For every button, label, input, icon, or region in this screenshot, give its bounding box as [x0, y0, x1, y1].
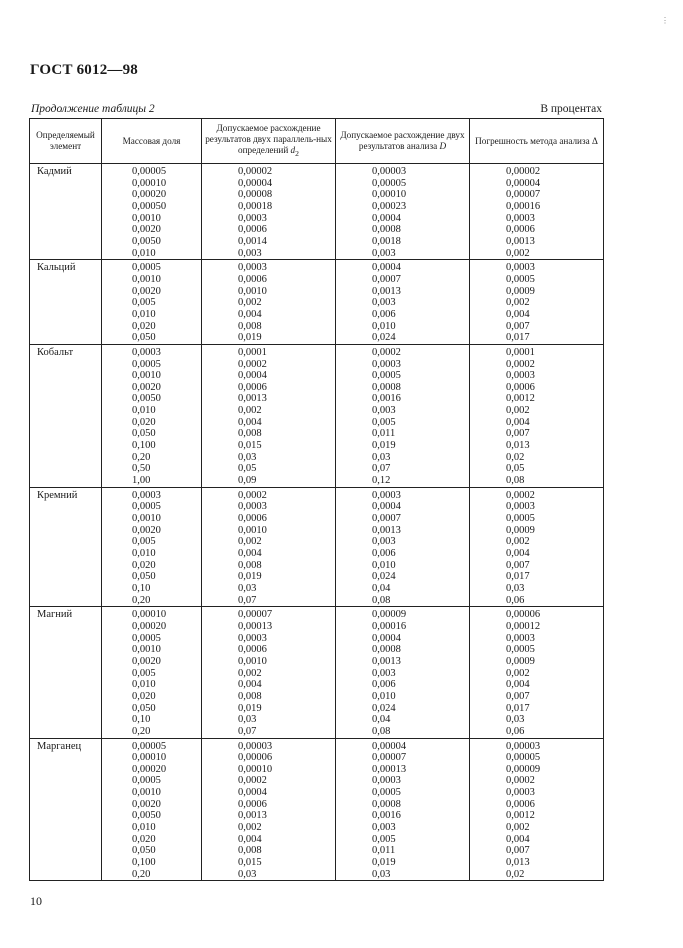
value-cell: 0,0004	[238, 370, 267, 382]
value-cell: 0,0013	[238, 810, 267, 822]
value-cell: 0,002	[238, 536, 262, 548]
value-cell: 0,06	[506, 594, 525, 606]
value-cell: 0,0006	[238, 224, 267, 236]
value-cell: 0,002	[506, 822, 530, 834]
value-cell: 0,004	[506, 679, 530, 691]
value-cell: 0,00006	[506, 609, 541, 621]
value-cell: 0,011	[372, 428, 396, 440]
error-values	[470, 260, 604, 345]
value-cell: 0,010	[132, 405, 156, 417]
value-cell: 0,20	[132, 451, 151, 463]
header-element: Определяемый элемент	[30, 119, 102, 164]
value-cell: 0,0003	[238, 501, 267, 513]
value-cell: 0,019	[238, 332, 262, 344]
value-cell: 0,100	[132, 440, 156, 452]
value-cell: 0,03	[238, 868, 257, 880]
value-cell: 0,00020	[132, 763, 167, 775]
value-cell: 0,00018	[238, 200, 273, 212]
value-cell: 0,0010	[132, 370, 161, 382]
value-cell: 0,00002	[238, 166, 273, 177]
d2-values	[202, 344, 336, 487]
value-cell: 0,013	[506, 857, 530, 869]
D-values	[336, 607, 470, 738]
value-cell: 0,0005	[132, 501, 161, 513]
value-cell: 0,50	[132, 463, 151, 475]
value-cell: 0,0005	[132, 358, 161, 370]
value-cell: 0,0006	[238, 644, 267, 656]
value-cell: 0,0002	[506, 358, 535, 370]
value-cell: 0,0013	[238, 393, 267, 405]
value-cell: 0,00023	[372, 200, 407, 212]
value-cell: 0,007	[506, 320, 530, 332]
d2-values	[202, 164, 336, 260]
value-cell: 0,017	[506, 571, 530, 583]
data-table	[29, 118, 604, 881]
value-cell: 0,024	[372, 571, 396, 583]
value-cell: 0,0020	[132, 381, 161, 393]
value-cell: 0,03	[372, 451, 391, 463]
value-cell: 0,0003	[132, 489, 161, 501]
value-cell: 0,011	[372, 845, 396, 857]
error-values	[470, 738, 604, 881]
element-group-row	[30, 260, 604, 345]
value-cell: 0,004	[506, 308, 530, 320]
element-name: Магний	[30, 607, 102, 738]
value-cell: 0,0020	[132, 655, 161, 667]
value-cell: 0,005	[132, 667, 156, 679]
value-cell: 0,0020	[132, 224, 161, 236]
value-cell: 0,0010	[238, 524, 267, 536]
mass-values	[102, 344, 202, 487]
header-mass: Массовая доля	[102, 119, 202, 164]
error-values	[470, 344, 604, 487]
value-cell: 0,0005	[132, 775, 161, 787]
value-cell: 0,0008	[372, 224, 401, 236]
value-cell: 0,0003	[372, 358, 401, 370]
value-cell: 0,004	[506, 416, 530, 428]
units-label: В процентах	[540, 103, 602, 115]
value-cell: 0,0005	[506, 513, 535, 525]
value-cell: 0,0008	[372, 798, 401, 810]
value-cell: 1,00	[132, 475, 151, 487]
d2-values	[202, 607, 336, 738]
value-cell: 0,0006	[238, 273, 267, 285]
value-cell: 0,00010	[372, 189, 407, 201]
value-cell: 0,0005	[506, 273, 535, 285]
value-cell: 0,008	[238, 559, 262, 571]
value-cell: 0,010	[132, 548, 156, 559]
value-cell: 0,0009	[506, 524, 535, 536]
value-cell: 0,02	[506, 868, 525, 880]
value-cell: 0,03	[238, 451, 257, 463]
value-cell: 0,0010	[132, 513, 161, 525]
value-cell: 0,0006	[238, 798, 267, 810]
value-cell: 0,050	[132, 428, 156, 440]
header-D: Допускаемое расхождение двух результатов анализа D	[336, 119, 470, 164]
value-cell: 0,005	[372, 833, 396, 845]
value-cell: 0,0006	[506, 224, 535, 236]
value-cell: 0,002	[506, 667, 530, 679]
value-cell: 0,0014	[238, 235, 267, 247]
value-cell: 0,002	[238, 822, 262, 834]
value-cell: 0,0003	[506, 212, 535, 224]
value-cell: 0,0009	[506, 655, 535, 667]
value-cell: 0,0013	[372, 524, 401, 536]
value-cell: 0,00010	[132, 177, 167, 189]
value-cell: 0,0016	[372, 810, 401, 822]
value-cell: 0,00050	[132, 200, 167, 212]
value-cell: 0,008	[238, 845, 262, 857]
value-cell: 0,010	[132, 247, 156, 259]
element-name: Кремний	[30, 487, 102, 607]
value-cell: 0,0050	[132, 393, 161, 405]
mass-values	[102, 607, 202, 738]
value-cell: 0,020	[132, 690, 156, 702]
value-cell: 0,005	[372, 416, 396, 428]
value-cell: 0,0013	[372, 655, 401, 667]
value-cell: 0,0001	[506, 346, 535, 358]
element-group-row	[30, 738, 604, 881]
value-cell: 0,20	[132, 725, 151, 737]
value-cell: 0,003	[238, 247, 262, 259]
value-cell: 0,10	[132, 714, 151, 726]
value-cell: 0,0003	[506, 632, 535, 644]
value-cell: 0,007	[506, 845, 530, 857]
value-cell: 0,02	[506, 451, 525, 463]
value-cell: 0,08	[372, 725, 391, 737]
value-cell: 0,050	[132, 332, 156, 344]
value-cell: 0,03	[238, 714, 257, 726]
value-cell: 0,020	[132, 416, 156, 428]
value-cell: 0,005	[132, 536, 156, 548]
value-cell: 0,002	[238, 297, 262, 309]
value-cell: 0,00009	[506, 763, 541, 775]
value-cell: 0,020	[132, 320, 156, 332]
value-cell: 0,003	[372, 822, 396, 834]
value-cell: 0,004	[238, 833, 262, 845]
value-cell: 0,03	[506, 714, 525, 726]
value-cell: 0,0004	[372, 212, 401, 224]
value-cell: 0,0002	[238, 775, 267, 787]
D-values	[336, 487, 470, 607]
value-cell: 0,010	[372, 320, 396, 332]
value-cell: 0,0002	[506, 775, 535, 787]
value-cell: 0,0004	[372, 632, 401, 644]
value-cell: 0,0013	[372, 285, 401, 297]
value-cell: 0,03	[372, 868, 391, 880]
header-d2: Допускаемое расхождение результатов двух параллель-ных определений $d_2$	[202, 119, 336, 164]
value-cell: 0,002	[506, 536, 530, 548]
value-cell: 0,004	[238, 679, 262, 691]
value-cell: 0,0009	[506, 285, 535, 297]
value-cell: 0,002	[238, 667, 262, 679]
value-cell: 0,019	[238, 702, 262, 714]
value-cell: 0,03	[238, 582, 257, 594]
value-cell: 0,00004	[506, 177, 541, 189]
value-cell: 0,00016	[506, 200, 541, 212]
header-error: Погрешность метода анализа Δ	[470, 119, 604, 164]
value-cell: 0,04	[372, 582, 391, 594]
value-cell: 0,0020	[132, 798, 161, 810]
value-cell: 0,00005	[132, 740, 167, 752]
value-cell: 0,002	[506, 247, 530, 259]
value-cell: 0,00012	[506, 620, 541, 632]
value-cell: 0,0012	[506, 810, 535, 822]
value-cell: 0,0003	[506, 787, 535, 799]
value-cell: 0,08	[506, 475, 525, 487]
d2-values	[202, 260, 336, 345]
value-cell: 0,017	[506, 702, 530, 714]
error-values	[470, 487, 604, 607]
value-cell: 0,020	[132, 833, 156, 845]
value-cell: 0,20	[132, 868, 151, 880]
value-cell: 0,003	[372, 297, 396, 309]
value-cell: 0,00006	[238, 752, 273, 764]
value-cell: 0,0010	[132, 212, 161, 224]
value-cell: 0,00010	[238, 763, 273, 775]
value-cell: 0,010	[132, 679, 156, 691]
table-continuation-label: Продолжение таблицы 2	[31, 103, 155, 115]
mass-values	[102, 738, 202, 881]
value-cell: 0,0005	[372, 787, 401, 799]
value-cell: 0,0010	[132, 273, 161, 285]
value-cell: 0,0007	[372, 513, 401, 525]
value-cell: 0,006	[372, 308, 396, 320]
value-cell: 0,0010	[132, 787, 161, 799]
value-cell: 0,0012	[506, 393, 535, 405]
value-cell: 0,024	[372, 332, 396, 344]
value-cell: 0,00013	[372, 763, 407, 775]
value-cell: 0,0007	[372, 273, 401, 285]
value-cell: 0,024	[372, 702, 396, 714]
value-cell: 0,05	[506, 463, 525, 475]
value-cell: 0,019	[238, 571, 262, 583]
value-cell: 0,00005	[132, 166, 167, 177]
value-cell: 0,00010	[132, 609, 167, 621]
value-cell: 0,0004	[238, 787, 267, 799]
value-cell: 0,0003	[506, 262, 535, 274]
value-cell: 0,013	[506, 440, 530, 452]
element-group-row	[30, 487, 604, 607]
value-cell: 0,0010	[132, 644, 161, 656]
value-cell: 0,0002	[238, 489, 267, 501]
value-cell: 0,03	[506, 582, 525, 594]
value-cell: 0,00004	[372, 740, 407, 752]
value-cell: 0,00003	[506, 740, 541, 752]
value-cell: 0,050	[132, 571, 156, 583]
value-cell: 0,019	[372, 440, 396, 452]
value-cell: 0,00020	[132, 620, 167, 632]
value-cell: 0,07	[238, 594, 257, 606]
value-cell: 0,0003	[132, 346, 161, 358]
value-cell: 0,004	[238, 548, 262, 559]
value-cell: 0,0006	[238, 381, 267, 393]
value-cell: 0,010	[132, 822, 156, 834]
value-cell: 0,050	[132, 702, 156, 714]
value-cell: 0,003	[372, 405, 396, 417]
value-cell: 0,0050	[132, 810, 161, 822]
value-cell: 0,0010	[238, 285, 267, 297]
value-cell: 0,0013	[506, 235, 535, 247]
value-cell: 0,0008	[372, 644, 401, 656]
table-header-row	[30, 119, 604, 164]
standard-title: ГОСТ 6012—98	[30, 62, 139, 78]
value-cell: 0,00005	[506, 752, 541, 764]
value-cell: 0,008	[238, 690, 262, 702]
value-cell: 0,015	[238, 857, 262, 869]
value-cell: 0,00002	[506, 166, 541, 177]
value-cell: 0,00008	[238, 189, 273, 201]
value-cell: 0,007	[506, 690, 530, 702]
value-cell: 0,0003	[372, 489, 401, 501]
value-cell: 0,0010	[238, 655, 267, 667]
value-cell: 0,010	[372, 690, 396, 702]
value-cell: 0,08	[372, 594, 391, 606]
value-cell: 0,0005	[506, 644, 535, 656]
error-values	[470, 607, 604, 738]
value-cell: 0,0003	[238, 262, 267, 274]
value-cell: 0,0003	[506, 370, 535, 382]
page-number: 10	[30, 894, 42, 908]
value-cell: 0,005	[132, 297, 156, 309]
value-cell: 0,0002	[372, 346, 401, 358]
value-cell: 0,07	[372, 463, 391, 475]
value-cell: 0,0006	[506, 381, 535, 393]
value-cell: 0,04	[372, 714, 391, 726]
value-cell: 0,00010	[132, 752, 167, 764]
value-cell: 0,0003	[372, 775, 401, 787]
value-cell: 0,00003	[238, 740, 273, 752]
value-cell: 0,00007	[372, 752, 407, 764]
value-cell: 0,0004	[372, 262, 401, 274]
d2-values	[202, 487, 336, 607]
value-cell: 0,06	[506, 725, 525, 737]
value-cell: 0,00020	[132, 189, 167, 201]
mass-values	[102, 164, 202, 260]
value-cell: 0,00013	[238, 620, 273, 632]
value-cell: 0,007	[506, 559, 530, 571]
value-cell: 0,0003	[506, 501, 535, 513]
value-cell: 0,20	[132, 594, 151, 606]
element-name: Кальций	[30, 260, 102, 345]
value-cell: 0,010	[132, 308, 156, 320]
value-cell: 0,010	[372, 559, 396, 571]
value-cell: 0,0004	[372, 501, 401, 513]
value-cell: 0,004	[238, 416, 262, 428]
value-cell: 0,0020	[132, 285, 161, 297]
value-cell: 0,0005	[132, 262, 161, 274]
value-cell: 0,006	[372, 679, 396, 691]
mass-values	[102, 260, 202, 345]
value-cell: 0,0001	[238, 346, 267, 358]
value-cell: 0,019	[372, 857, 396, 869]
value-cell: 0,020	[132, 559, 156, 571]
element-group-row	[30, 164, 604, 260]
value-cell: 0,100	[132, 857, 156, 869]
value-cell: 0,004	[506, 548, 530, 559]
value-cell: 0,003	[372, 247, 396, 259]
value-cell: 0,10	[132, 582, 151, 594]
error-values	[470, 164, 604, 260]
D-values	[336, 344, 470, 487]
value-cell: 0,050	[132, 845, 156, 857]
value-cell: 0,003	[372, 667, 396, 679]
value-cell: 0,006	[372, 548, 396, 559]
value-cell: 0,00009	[372, 609, 407, 621]
D-values	[336, 164, 470, 260]
corner-mark: ⋮	[661, 16, 669, 25]
value-cell: 0,0003	[238, 212, 267, 224]
value-cell: 0,0003	[238, 632, 267, 644]
value-cell: 0,00004	[238, 177, 273, 189]
element-name: Кобальт	[30, 344, 102, 487]
value-cell: 0,004	[238, 308, 262, 320]
value-cell: 0,0005	[372, 370, 401, 382]
value-cell: 0,00003	[372, 166, 407, 177]
value-cell: 0,0006	[238, 513, 267, 525]
element-group-row	[30, 344, 604, 487]
value-cell: 0,0020	[132, 524, 161, 536]
value-cell: 0,004	[506, 833, 530, 845]
d2-values	[202, 738, 336, 881]
value-cell: 0,12	[372, 475, 391, 487]
element-name: Марганец	[30, 738, 102, 881]
value-cell: 0,0006	[506, 798, 535, 810]
value-cell: 0,07	[238, 725, 257, 737]
value-cell: 0,002	[506, 405, 530, 417]
value-cell: 0,002	[506, 297, 530, 309]
value-cell: 0,0008	[372, 381, 401, 393]
mass-values	[102, 487, 202, 607]
value-cell: 0,008	[238, 428, 262, 440]
value-cell: 0,0002	[238, 358, 267, 370]
value-cell: 0,09	[238, 475, 257, 487]
value-cell: 0,007	[506, 428, 530, 440]
value-cell: 0,00016	[372, 620, 407, 632]
value-cell: 0,0002	[506, 489, 535, 501]
element-group-row	[30, 607, 604, 738]
value-cell: 0,00007	[506, 189, 541, 201]
value-cell: 0,008	[238, 320, 262, 332]
value-cell: 0,0005	[132, 632, 161, 644]
value-cell: 0,017	[506, 332, 530, 344]
value-cell: 0,05	[238, 463, 257, 475]
value-cell: 0,0018	[372, 235, 401, 247]
value-cell: 0,00007	[238, 609, 273, 621]
value-cell: 0,0050	[132, 235, 161, 247]
value-cell: 0,00005	[372, 177, 407, 189]
value-cell: 0,003	[372, 536, 396, 548]
D-values	[336, 260, 470, 345]
element-name: Кадмий	[30, 164, 102, 260]
value-cell: 0,015	[238, 440, 262, 452]
value-cell: 0,0016	[372, 393, 401, 405]
D-values	[336, 738, 470, 881]
value-cell: 0,002	[238, 405, 262, 417]
